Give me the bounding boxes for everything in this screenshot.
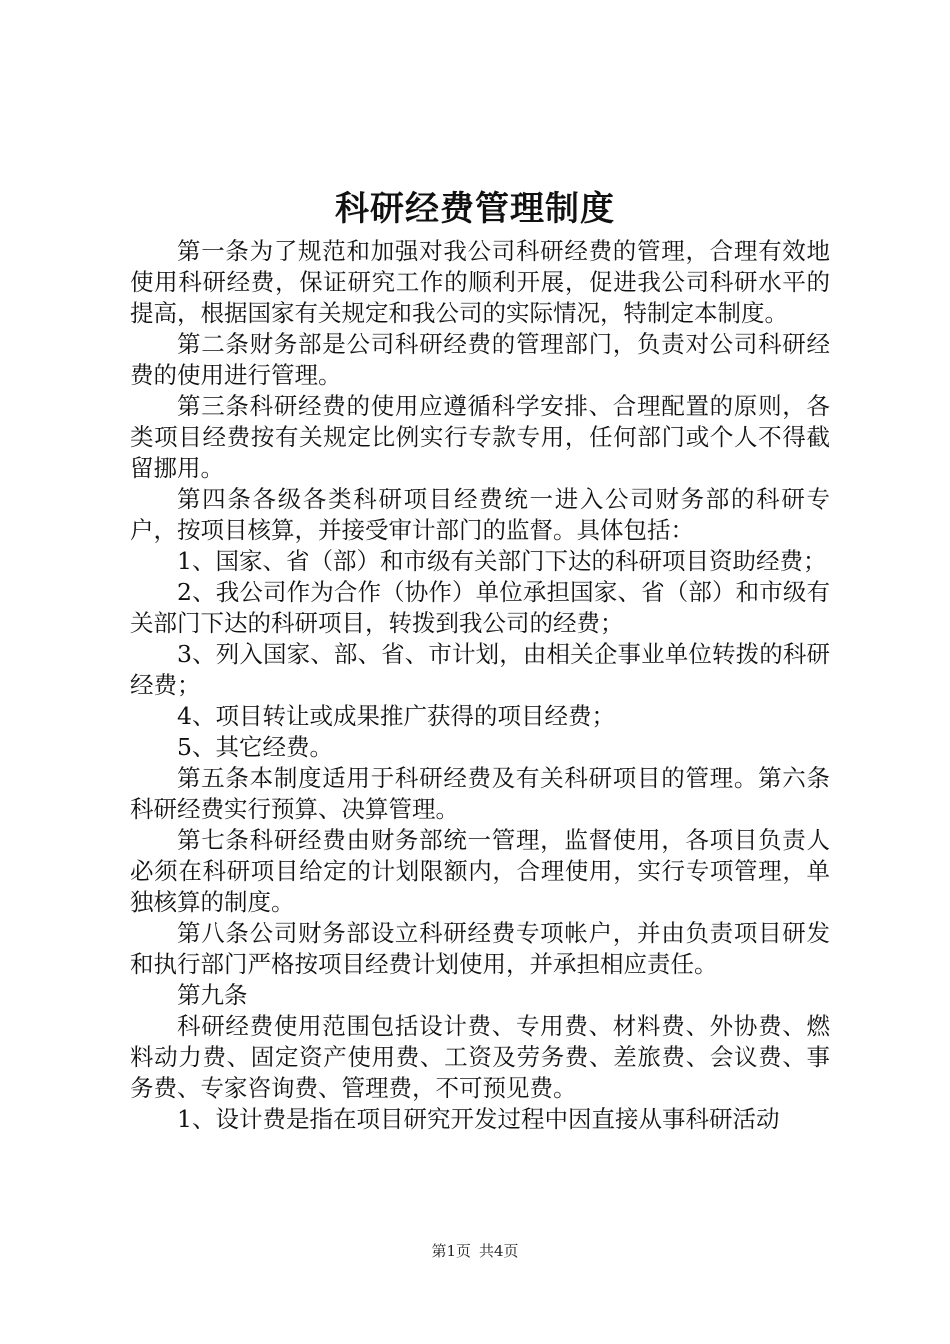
paragraph-1: 第一条为了规范和加强对我公司科研经费的管理，合理有效地使用科研经费，保证研究工作的顺利开展，促进我公司科研水平的提高，根据国家有关规定和我公司的实际情况，特制定本制度。: [130, 237, 830, 327]
page-number: 第1页: [431, 1242, 471, 1260]
page-footer: [0, 1240, 950, 1261]
paragraph-7: 第七条科研经费由财务部统一管理，监督使用，各项目负责人必须在科研项目给定的计划限额内，合理使用，实行专项管理，单独核算的制度。: [130, 826, 830, 916]
paragraph-3: 第三条科研经费的使用应遵循科学安排、合理配置的原则，各类项目经费按有关规定比例实行专款专用，任何部门或个人不得截留挪用。: [130, 392, 830, 482]
paragraph-2: 第二条财务部是公司科研经费的管理部门，负责对公司科研经费的使用进行管理。: [130, 330, 830, 389]
list-item-5: 5、其它经费。: [177, 733, 333, 761]
document-body: [130, 236, 830, 1135]
paragraph-4: 第四条各级各类科研项目经费统一进入公司财务部的科研专户，按项目核算，并接受审计部门的监督。具体包括：: [130, 485, 830, 544]
paragraph-9-body: 科研经费使用范围包括设计费、专用费、材料费、外协费、燃料动力费、固定资产使用费、工资及劳务费、差旅费、会议费、事务费、专家咨询费、管理费，不可预见费。: [130, 1012, 830, 1102]
paragraph-5: 第五条本制度适用于科研经费及有关科研项目的管理。第六条科研经费实行预算、决算管理。: [130, 764, 830, 823]
paragraph-8: 第八条公司财务部设立科研经费专项帐户，并由负责项目研发和执行部门严格按项目经费计划使用，并承担相应责任。: [130, 919, 830, 978]
paragraph-9-heading: 第九条: [177, 981, 248, 1009]
page-total: 共4页: [479, 1242, 519, 1260]
paragraph-9-item-1: 1、设计费是指在项目研究开发过程中因直接从事科研活动: [177, 1105, 780, 1133]
document-title: 科研经费管理制度: [335, 189, 615, 229]
list-item-1: 1、国家、省（部）和市级有关部门下达的科研项目资助经费；: [177, 547, 827, 575]
list-item-2: 2、我公司作为合作（协作）单位承担国家、省（部）和市级有关部门下达的科研项目，转拨到我公司的经费；: [130, 578, 830, 637]
list-item-4: 4、项目转让或成果推广获得的项目经费；: [177, 702, 615, 730]
list-item-3: 3、列入国家、部、省、市计划，由相关企事业单位转拨的科研经费；: [130, 640, 830, 699]
